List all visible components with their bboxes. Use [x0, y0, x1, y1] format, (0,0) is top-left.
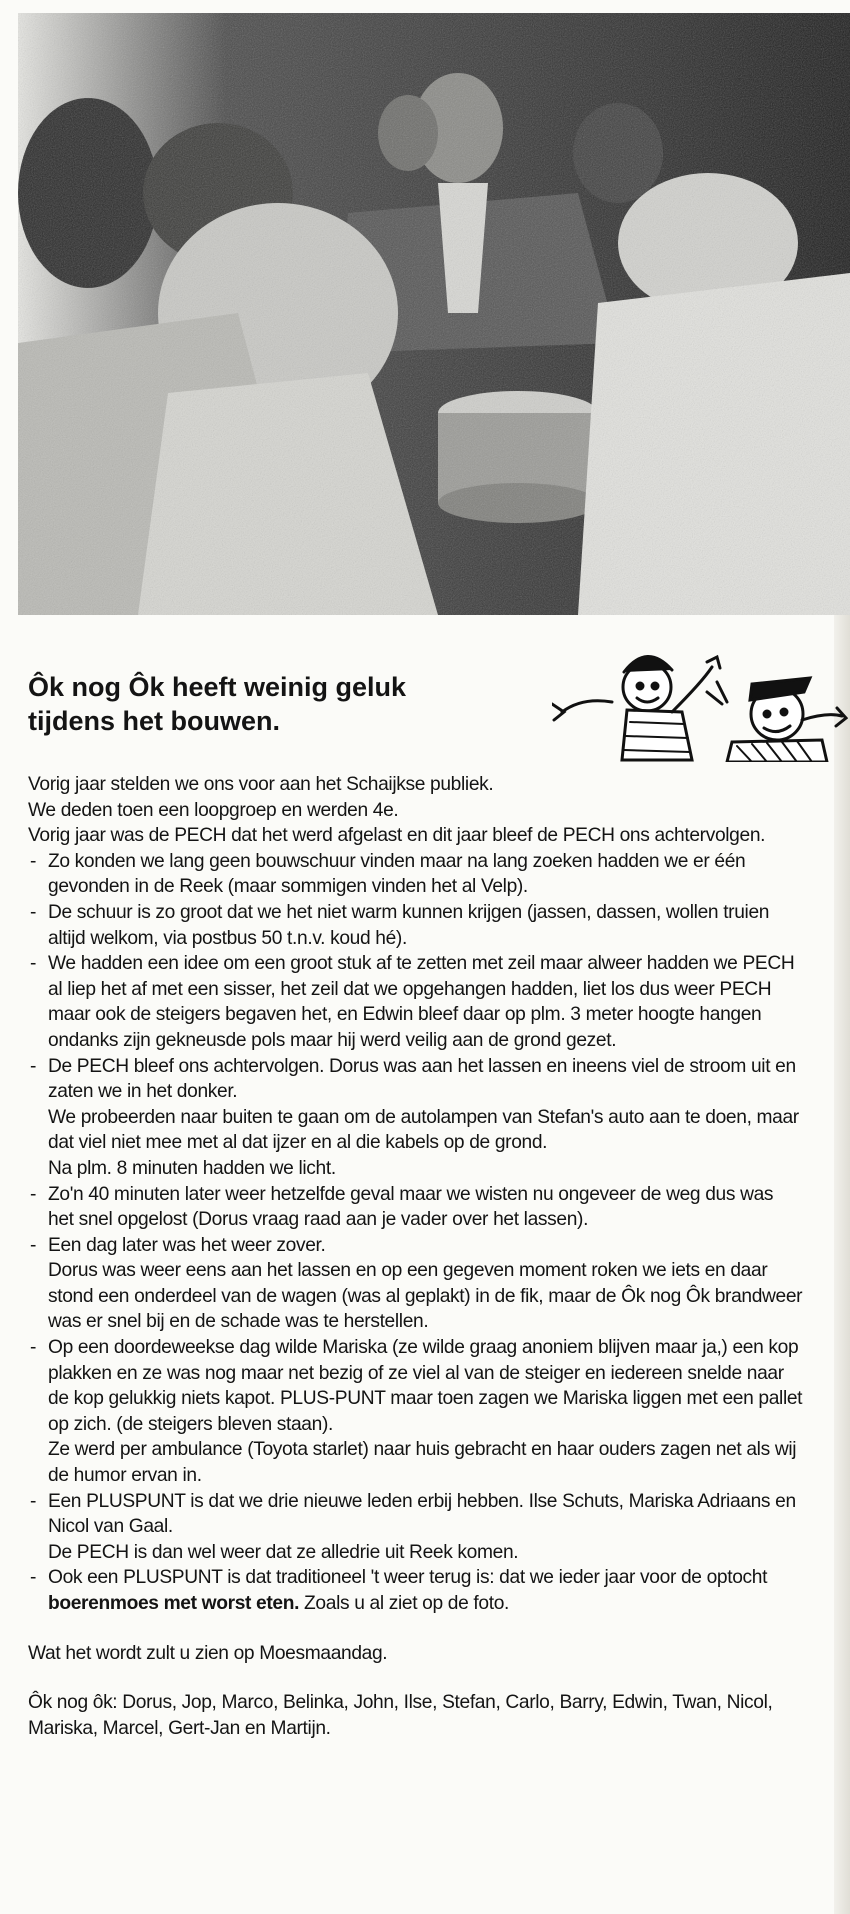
list-item-continuation: De PECH is dan wel weer dat ze alledrie uit Reek komen.: [48, 1541, 519, 1563]
list-item: [28, 951, 803, 1053]
list-item-continuation: Ze werd per ambulance (Toyota starlet) naar huis gebracht en haar ouders zagen net als wij de humor ervan in.: [48, 1439, 797, 1487]
bullet-list: [28, 1489, 803, 1540]
intro-line: Vorig jaar stelden we ons voor aan het Schaijkse publiek.: [28, 774, 494, 795]
bullet-list: [28, 1565, 803, 1616]
article-body: [28, 772, 803, 1741]
bullet-list: [28, 849, 803, 1105]
list-item: [28, 900, 803, 951]
bold-phrase: boerenmoes met worst eten.: [48, 1593, 300, 1614]
intro-line: We deden toen een loopgroep en werden 4e.: [28, 799, 399, 821]
list-item-text: Ook een PLUSPUNT is dat traditioneel 't weer terug is: dat we ieder jaar voor de optocht: [48, 1567, 768, 1589]
group-photo: [18, 13, 850, 615]
closing-line: Wat het wordt zult u zien op Moesmaandag.: [28, 1642, 388, 1664]
list-item-continuation: Dorus was weer eens aan het lassen en op een gegeven moment roken we iets en daar stond een onderdeel van de wagen (was al geplakt) in de fik, maar de Ôk nog Ôk brandweer was er snel bij en de schade was te herstellen.: [48, 1260, 803, 1333]
heading-line-2: tijdens het bouwen.: [28, 706, 281, 736]
list-item: [28, 1489, 803, 1540]
list-item: [28, 849, 803, 900]
list-item-text: We hadden een idee om een groot stuk af te zetten met zeil maar alweer hadden we PECH al liep het af met een sisser, het zeil dat we opgehangen hadden, liet los dus weer PECH maar ook de steigers begaven het, en Edwin bleef daar op plm. 3 meter hoogte hangen ondanks zijn gekneusde pols maar hij werd veilig aan de grond gezet.: [48, 953, 795, 1051]
list-item-continuation: Na plm. 8 minuten hadden we licht.: [48, 1157, 336, 1179]
list-item-text: Een dag later was het weer zover.: [48, 1234, 326, 1256]
page-edge: [834, 615, 850, 1914]
list-item: [28, 1335, 803, 1437]
list-item: [28, 1054, 803, 1105]
intro-line: Vorig jaar was de PECH dat het werd afgelast en dit jaar bleef de PECH ons achtervolgen.: [28, 825, 766, 847]
article-heading: [28, 670, 548, 738]
list-item: [28, 1182, 803, 1233]
bullet-list: [28, 1182, 803, 1259]
list-item-text: Op een doordeweekse dag wilde Mariska (ze wilde graag anoniem blijven maar ja,) een kop plakken en ze was nog maar net bezig of ze viel al van de steiger en iedereen snelde naar de kop gelukkig niets kapot. PLUS-PUNT maar toen zagen we Mariska liggen met een pallet op zich. (de steigers bleven staan).: [48, 1337, 803, 1435]
list-item-text: Een PLUSPUNT is dat we drie nieuwe leden erbij hebben. Ilse Schuts, Mariska Adriaans en Nicol van Gaal.: [48, 1490, 796, 1538]
list-item-text: Zo konden we lang geen bouwschuur vinden maar na lang zoeken hadden we er één gevonden in de Reek (maar sommigen vinden het al Velp).: [48, 850, 746, 898]
list-item: [28, 1233, 803, 1259]
list-item-text: De schuur is zo groot dat we het niet warm kunnen krijgen (jassen, dassen, wollen truien altijd welkom, via postbus 50 t.n.v. koud hé).: [48, 901, 770, 949]
cartoon-illustration: [552, 642, 848, 762]
heading-line-1: Ôk nog Ôk heeft weinig geluk: [28, 672, 407, 702]
bullet-list: [28, 1335, 803, 1437]
members-list: Ôk nog ôk: Dorus, Jop, Marco, Belinka, John, Ilse, Stefan, Carlo, Barry, Edwin, Twan, Nicol, Mariska, Marcel, Gert-Jan en Martijn.: [28, 1692, 773, 1739]
list-item-text: De PECH bleef ons achtervolgen. Dorus was aan het lassen en ineens viel de stroom uit en zaten we in het donker.: [48, 1055, 796, 1103]
list-item: [28, 1565, 803, 1616]
list-item-continuation: We probeerden naar buiten te gaan om de autolampen van Stefan's auto aan te doen, maar dat viel niet mee met al dat ijzer en al die kabels op de grond.: [48, 1106, 799, 1154]
list-item-text: Zoals u al ziet op de foto.: [299, 1593, 509, 1614]
list-item-text: Zo'n 40 minuten later weer hetzelfde geval maar we wisten nu ongeveer de weg dus was het snel opgelost (Dorus vraag raad aan je vader over het lassen).: [48, 1183, 774, 1231]
